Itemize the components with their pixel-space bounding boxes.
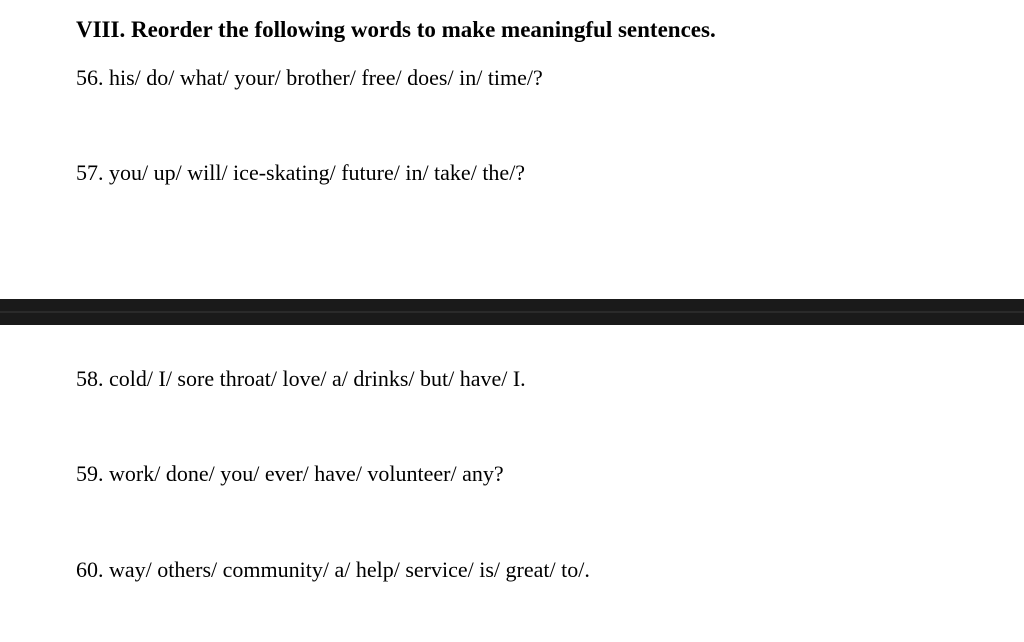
page-divider: [0, 299, 1024, 325]
question-56: 56. his/ do/ what/ your/ brother/ free/ does/ in/ time/?: [76, 65, 543, 90]
question-57: 57. you/ up/ will/ ice-skating/ future/ in/ take/ the/?: [76, 160, 526, 185]
section-heading: VIII. Reorder the following words to make meaningful sentences.: [76, 17, 716, 42]
divider-seam: [0, 311, 1024, 313]
question-59: 59. work/ done/ you/ ever/ have/ volunteer/ any?: [76, 461, 504, 486]
question-60: 60. way/ others/ community/ a/ help/ service/ is/ great/ to/.: [76, 557, 590, 582]
question-58: 58. cold/ I/ sore throat/ love/ a/ drinks/ but/ have/ I.: [76, 366, 526, 391]
